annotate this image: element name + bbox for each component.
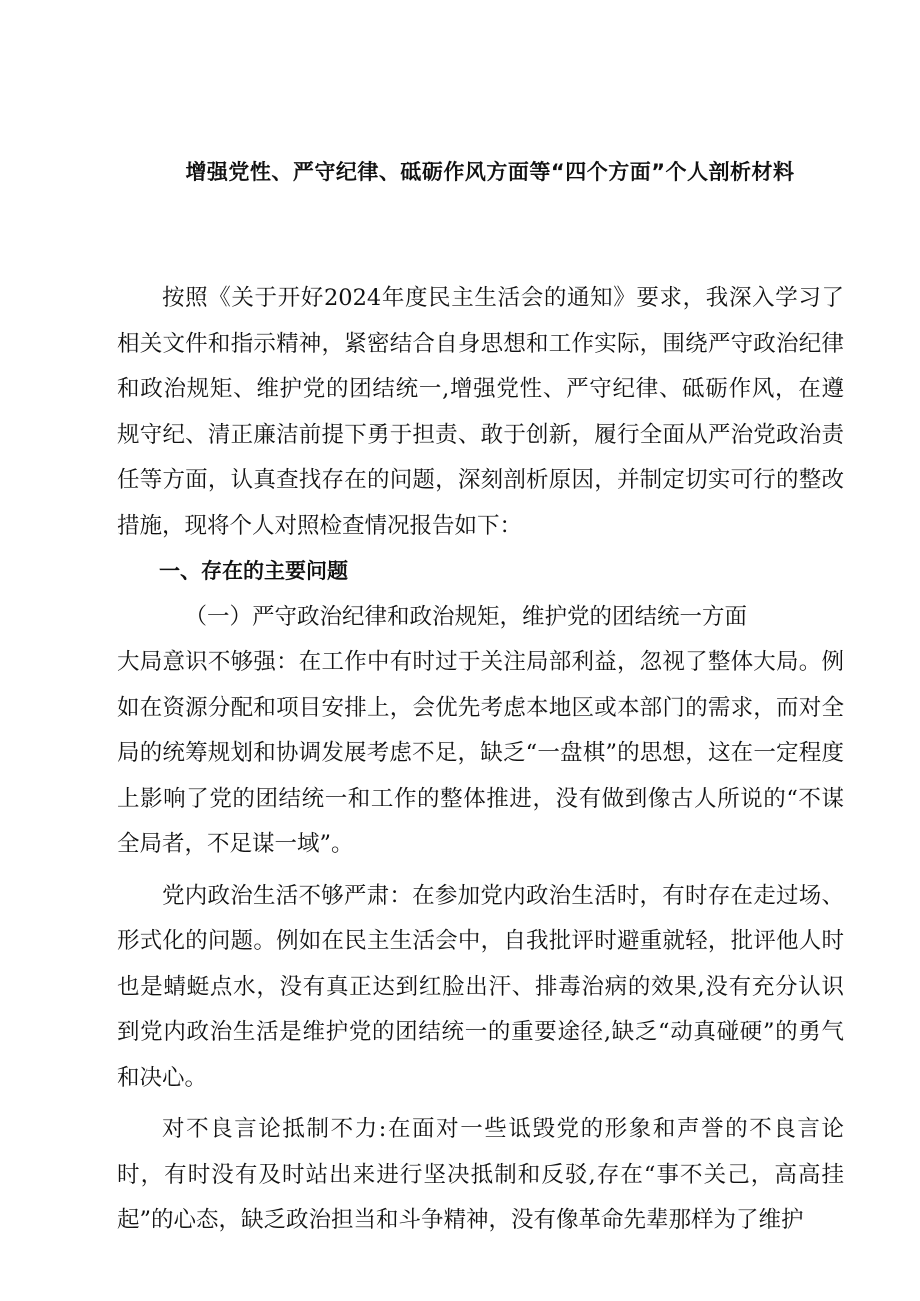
section-heading: 一、存在的主要问题 xyxy=(159,559,348,583)
document-title: 增强党性、严守纪律、砥砺作风方面等“四个方面”个人剖析材料 xyxy=(185,160,795,184)
body-paragraph-2: 党内政治生活不够严肃：在参加党内政治生活时，有时存在走过场、形式化的问题。例如在民主生活会中，自我批评时避重就轻，批评他人时也是蜻蜓点水，没有真正达到红脸出汗、排毒治病的效果,没有充分认识到党内政治生活是维护党的团结统一的重要途径,缺乏“动真碰硬”的勇气和决心。 xyxy=(117,882,844,1091)
document-body xyxy=(117,276,844,1244)
subsection-heading: （一）严守政治纪律和政治规矩，维护党的团结统一方面 xyxy=(184,603,748,630)
intro-paragraph: 按照《关于开好2024年度民主生活会的通知》要求，我深入学习了相关文件和指示精神，紧密结合自身思想和工作实际，围绕严守政治纪律和政治规矩、维护党的团结统一,增强党性、严守纪律、砥砺作风，在遵规守纪、清正廉洁前提下勇于担责、敢于创新，履行全面从严治党政治责任等方面，认真查找存在的问题，深刻剖析原因，并制定切实可行的整改措施，现将个人对照检查情况报告如下： xyxy=(117,285,844,539)
body-paragraph-1: 大局意识不够强：在工作中有时过于关注局部利益，忽视了整体大局。例如在资源分配和项目安排上，会优先考虑本地区或本部门的需求，而对全局的统筹规划和协调发展考虑不足，缺乏“一盘棋”的思想，这在一定程度上影响了党的团结统一和工作的整体推进，没有做到像古人所说的“不谋全局者，不足谋一域”。 xyxy=(117,649,844,857)
body-paragraph-3: 对不良言论抵制不力:在面对一些诋毁党的形象和声誉的不良言论时，有时没有及时站出来进行坚决抵制和反驳,存在“事不关己，高高挂起”的心态，缺乏政治担当和斗争精神，没有像革命先辈那样为了维护 xyxy=(117,1116,844,1233)
